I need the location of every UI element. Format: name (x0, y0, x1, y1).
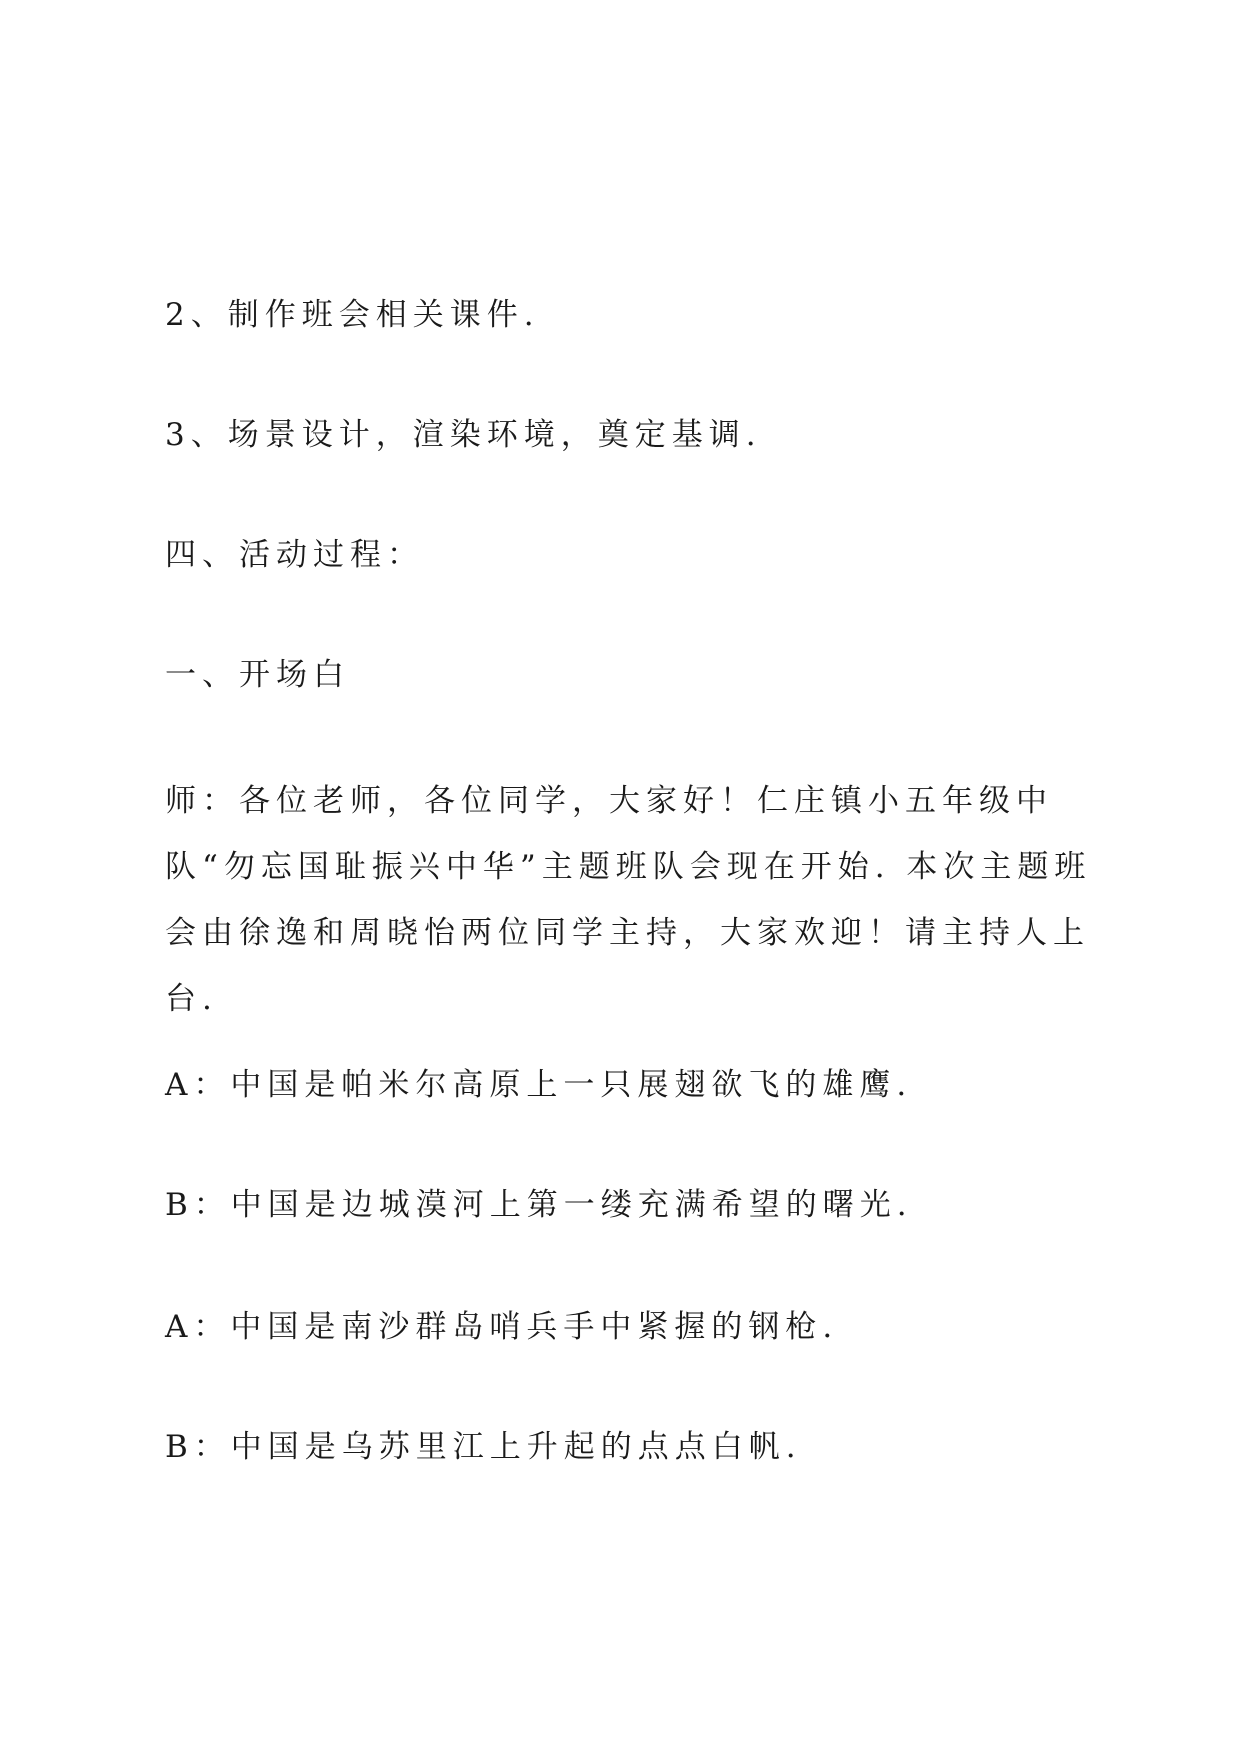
paragraph-host-b-line-2: B：中国是乌苏里江上升起的点点白帆. (165, 1429, 802, 1465)
paragraph-host-a-line-1: A：中国是帕米尔高原上一只展翅欲飞的雄鹰. (165, 1067, 913, 1103)
paragraph-teacher-intro: 师：各位老师，各位同学，大家好！仁庄镇小五年级中队“勿忘国耻振兴中华”主题班队会现在开始. 本次主题班会由徐逸和周晓怡两位同学主持，大家欢迎！请主持人上台. (165, 783, 1092, 1017)
paragraph-prep-item-3: 3、场景设计，渲染环境，奠定基调. (165, 417, 762, 453)
paragraph-prep-item-2: 2、制作班会相关课件. (165, 297, 540, 333)
paragraph-host-a-line-2: A：中国是南沙群岛哨兵手中紧握的钢枪. (165, 1309, 839, 1345)
section-heading-activity-process: 四、活动过程： (165, 537, 424, 573)
paragraph-host-b-line-1: B：中国是边城漠河上第一缕充满希望的曙光. (165, 1187, 913, 1223)
subsection-heading-opening: 一、开场白 (165, 657, 350, 693)
